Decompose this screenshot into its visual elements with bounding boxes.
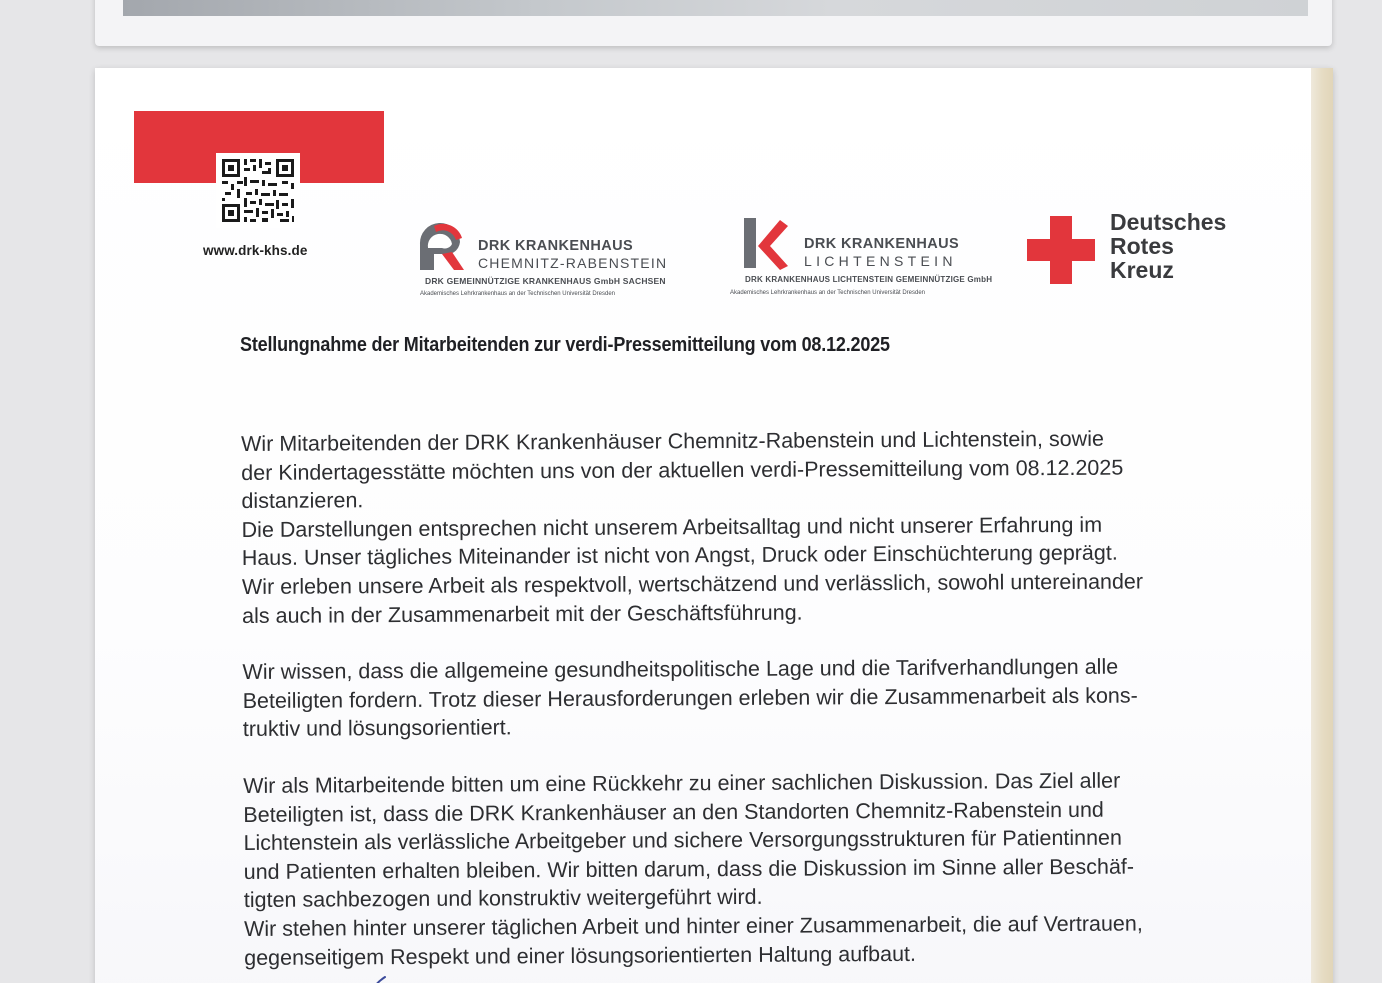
lichtenstein-title: DRK KRANKENHAUS <box>804 236 960 252</box>
paragraph-3: Wir als Mitarbeitende bitten um eine Rückkehr zu einer sachlichen Diskussion. Das Ziel aller Beteiligten ist, dass die DRK Krankenhäuser an den Standorten Chemnitz-Rabenstein und Lichtenstein als verlässliche Arbeitgeber und sichere Versorgungsstrukturen für Patientinnen und Patienten erhalten bleiben. Wir bitten darum, dass die Diskussion im Sinne aller Beschäf- tigten sachbezogen und konstruktiv weitergeführt wird. Wir stehen hinter unserer täglichen Arbeit und hinter einer Zusammenarbeit, die auf Vertrauen, gegenseitigem Respekt und einer lösungsorientierten Haltung aufbaut. <box>243 768 1143 970</box>
paragraph-1: Wir Mitarbeitenden der DRK Krankenhäuser Chemnitz-Rabenstein und Lichtenstein, sowie der Kindertagesstätte möchten uns von der aktuellen verdi-Pressemitteilung vom 08.12.2025 distanzieren. Die Darstellungen entsprechen nicht unserem Arbeitsalltag und nicht unserer Erfahrung im Haus. Unser tägliches Miteinander ist nicht von Angst, Druck oder Einschüchterung geprägt. Wir erleben unsere Arbeit als respektvoll, wertschätzend und verlässlich, sowohl untereinander als auch in der Zusammenarbeit mit der Geschäftsführung. <box>241 426 1144 628</box>
lichtenstein-mark-icon <box>740 216 792 272</box>
logo-deutsches-rotes-kreuz <box>1027 210 1242 286</box>
signature-stroke-icon <box>365 973 395 983</box>
website-url: www.drk-khs.de <box>203 243 308 258</box>
rabenstein-company: DRK GEMEINNÜTZIGE KRANKENHAUS GmbH SACHSEN <box>425 276 666 286</box>
lichtenstein-company: DRK KRANKENHAUS LICHTENSTEIN GEMEINNÜTZIGE GmbH <box>745 275 993 284</box>
lichtenstein-tagline: Akademisches Lehrkrankenhaus an der Technischen Universität Dresden <box>730 290 925 296</box>
document-body <box>241 424 1244 972</box>
rabenstein-tagline: Akademisches Lehrkrankenhaus an der Technischen Universität Dresden <box>420 291 615 297</box>
lichtenstein-subtitle: LICHTENSTEIN <box>804 253 957 269</box>
logo-drk-lichtenstein <box>730 216 1002 300</box>
rabenstein-subtitle: CHEMNITZ-RABENSTEIN <box>478 255 668 271</box>
drk-wordmark <box>1110 210 1226 282</box>
page-edge <box>1311 68 1333 983</box>
drk-word-1: Deutsches <box>1110 209 1227 235</box>
rabenstein-title: DRK KRANKENHAUS <box>478 238 634 254</box>
previous-page-photo <box>123 0 1308 16</box>
drk-word-2: Rotes <box>1110 233 1174 259</box>
current-page[interactable] <box>95 68 1333 983</box>
red-cross-icon <box>1027 216 1095 284</box>
qr-code-icon <box>216 153 300 228</box>
previous-page[interactable] <box>95 0 1332 46</box>
paragraph-2: Wir wissen, dass die allgemeine gesundheitspolitische Lage und die Tarifverhandlungen alle Beteiligten fordern. Trotz dieser Herausforderungen erleben wir die Zusammenarbeit als kons- truktiv und lösungsorientiert. <box>242 654 1138 742</box>
logo-drk-rabenstein <box>412 218 702 302</box>
rabenstein-mark-icon <box>412 218 470 276</box>
document-headline: Stellungnahme der Mitarbeitenden zur verdi-Pressemitteilung vom 08.12.2025 <box>240 334 890 356</box>
drk-word-3: Kreuz <box>1110 257 1174 283</box>
